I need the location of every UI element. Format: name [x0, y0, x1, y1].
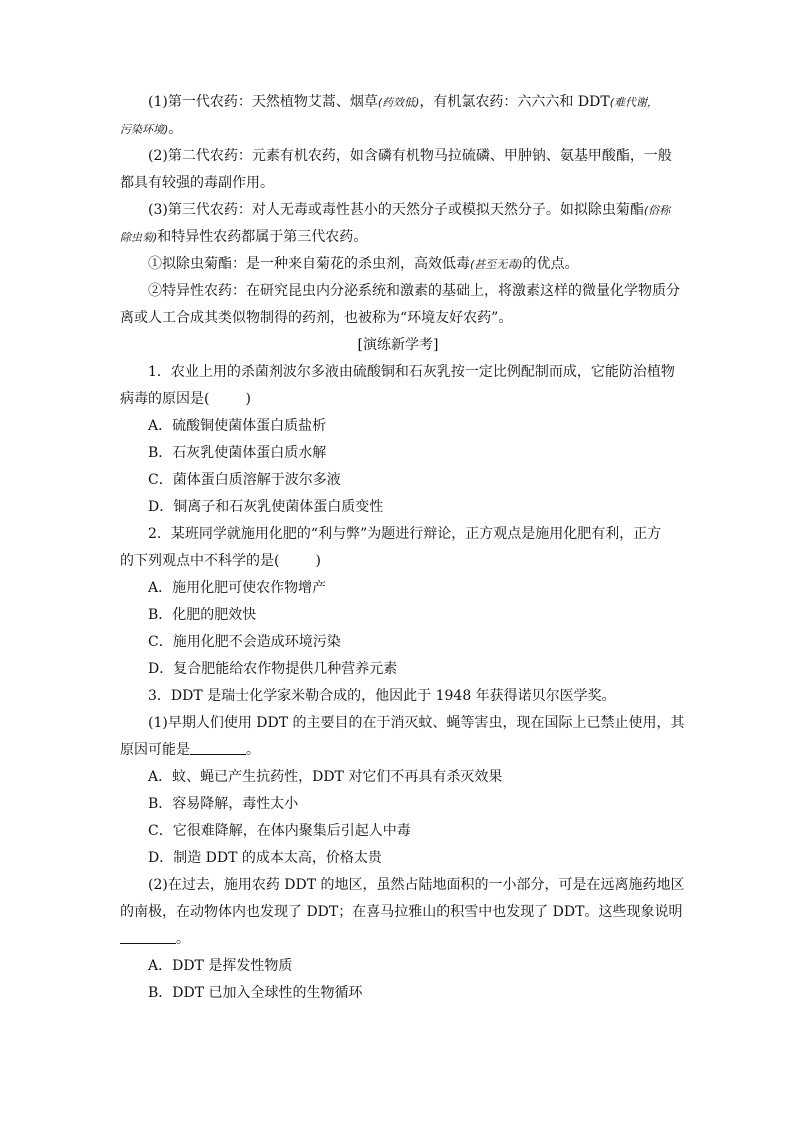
q2-stem-line1: 2．某班同学就施用化肥的“利与弊”为题进行辩论，正方观点是施用化肥有利，正方 [148, 526, 662, 542]
q2-option-a: A．施用化肥可使农作物增产 [148, 580, 327, 596]
gen1-line1: (1)第一代农药：天然植物艾蒿、烟草(药效低)，有机氯农药：六六六和 DDT(难代谢， [148, 94, 658, 110]
q1-stem-line1: 1．农业上用的杀菌剂波尔多液由硫酸铜和石灰乳按一定比例配制而成，它能防治植物 [148, 364, 675, 380]
document-content [120, 89, 685, 1007]
q2-stem-line2: 的下列观点中不科学的是( ) [120, 553, 321, 569]
q1-option-b: B．石灰乳使菌体蛋白质水解 [148, 445, 327, 461]
q2-option-c: C．施用化肥不会造成环境污染 [148, 634, 341, 650]
section-title: [演练新学考] [357, 337, 439, 353]
q1-option-d: D．铜离子和石灰乳使菌体蛋白质变性 [148, 499, 384, 515]
q3-sub2-option-b: B．DDT 已加入全球性的生物循环 [148, 985, 363, 1001]
q3-sub1-option-b: B．容易降解，毒性太小 [148, 796, 299, 812]
q1-option-c: C．菌体蛋白质溶解于波尔多液 [148, 472, 341, 488]
q3-sub1-line2: 原因可能是 。 [120, 742, 260, 758]
q3-sub2-option-a: A．DDT 是挥发性物质 [148, 958, 293, 974]
q1-stem-line2: 病毒的原因是( ) [120, 391, 251, 407]
q2-option-d: D．复合肥能给农作物提供几种营养元素 [148, 661, 398, 677]
q3-sub1-option-a: A．蚊、蝇已产生抗药性，DDT 对它们不再具有杀灭效果 [148, 769, 503, 785]
gen2-line1: (2)第二代农药：元素有机农药，如含磷有机物马拉硫磷、甲肿钠、氨基甲酸酯，一般 [148, 148, 672, 164]
q3-sub1-option-c: C．它很难降解，在体内聚集后引起人中毒 [148, 823, 411, 839]
gen3-line2: 除虫菊)和特异性农药都属于第三代农药。 [120, 229, 368, 245]
q3-sub2-line3: 。 [120, 926, 676, 953]
gen1-line2: 污染环境)。 [120, 121, 183, 137]
gen3-line1: (3)第三代农药：对人无毒或毒性甚小的天然分子或模拟天然分子。如拟除虫菊酯(俗称 [148, 202, 671, 218]
q2-option-b: B．化肥的肥效快 [148, 607, 257, 623]
item2-line2: 离或人工合成其类似物制得的药剂，也被称为“环境友好农药”。 [120, 310, 513, 326]
gen1-note-metabolism: (难代谢， [609, 96, 658, 109]
gen2-line2: 都具有较强的毒副作用。 [120, 175, 274, 191]
gen1-note-efficacy: (药效低) [377, 96, 420, 109]
q1-option-a: A．硫酸铜使菌体蛋白质盐析 [148, 418, 327, 434]
item2-line1: ②特异性农药：在研究昆虫内分泌系统和激素的基础上，将激素这样的微量化学物质分 [148, 283, 680, 299]
q3-sub2-answer-blank[interactable] [120, 929, 176, 944]
q3-sub1-option-d: D．制造 DDT 的成本太高，价格太贵 [148, 850, 382, 866]
q3-stem: 3．DDT 是瑞士化学家米勒合成的，他因此于 1948 年获得诺贝尔医学奖。 [148, 688, 616, 704]
q3-sub2-line1: (2)在过去，施用农药 DDT 的地区，虽然占陆地面积的一小部分，可是在远离施药地区 [148, 877, 685, 893]
item1-pyrethroid: ①拟除虫菊酯：是一种来自菊花的杀虫剂，高效低毒(甚至无毒)的优点。 [148, 256, 579, 272]
q3-sub1-line1: (1)早期人们使用 DDT 的主要目的在于消灭蚊、蝇等害虫，现在国际上已禁止使用，其 [148, 715, 685, 731]
q3-sub2-line2: 的南极，在动物体内也发现了 DDT；在喜马拉雅山的积雪中也发现了 DDT。这些现象说明 [120, 904, 683, 920]
q3-sub1-answer-blank[interactable] [190, 740, 246, 755]
